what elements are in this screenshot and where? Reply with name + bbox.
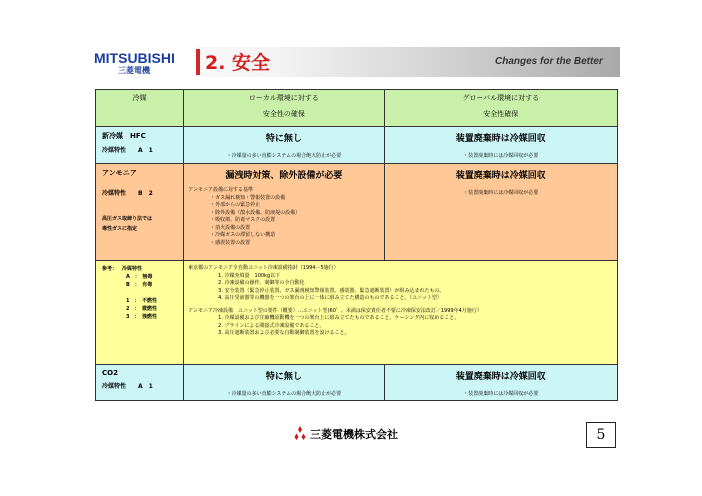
table-row-ammonia <box>96 164 618 261</box>
reference-label: 参考： <box>102 266 118 272</box>
col-local: ローカル環境に対する 安全性の確保 <box>184 90 384 127</box>
list-item: ・消火設備の設置 <box>210 224 251 231</box>
reference-title: 冷媒特性 <box>122 266 143 272</box>
hfc-local-cell <box>184 127 384 164</box>
list-item: ・除外設備（散水設備、防液堤の設備） <box>210 209 301 216</box>
list-item: 4. 高圧受液器等の機器を一つの架台の上に一体に組み立てた構造のものであること。（ユニット型） <box>218 295 442 301</box>
legend-b: B ： 有毒 <box>126 282 153 288</box>
reference-detail-cell <box>184 261 618 365</box>
hfc-local-main: 特に無し <box>265 134 302 144</box>
hfc-global-cell <box>384 127 617 164</box>
list-item: ・ガス漏れ検知・警報装置の設備 <box>210 194 286 201</box>
title-accent-bar <box>196 49 200 75</box>
legend-2: 2 ： 微燃性 <box>126 306 157 312</box>
ammonia-local-cell <box>184 164 384 261</box>
ammonia-law-1: 高圧ガス取締り法では <box>102 216 153 222</box>
table-row-co2 <box>96 365 618 401</box>
page-number: 5 <box>586 422 616 448</box>
ammonia-local-list <box>210 195 383 248</box>
hfc-property: 冷媒特性 A 1 <box>102 147 153 154</box>
list-item: ・冷媒ガスの滞留しない構造 <box>210 232 276 238</box>
list-item: 2. 冷凍設備の操作、制御等の全自動化 <box>218 280 305 286</box>
ammonia-name: アンモニア <box>102 169 137 177</box>
mitsubishi-logo <box>88 47 196 77</box>
safety-table <box>95 89 618 401</box>
co2-global-cell <box>384 365 617 401</box>
list-item: 3. 高圧遮断装置および必要な自動制御装置を設けること。 <box>218 330 350 336</box>
hfc-global-note: ・装置廃棄時には冷媒回収が必要 <box>463 153 539 159</box>
ammonia-global-note: ・装置廃棄時には冷媒回収が必要 <box>463 190 539 196</box>
reference-legend <box>96 261 183 321</box>
ammonia-global-cell <box>384 164 617 261</box>
guide-list <box>188 273 617 303</box>
legend-3: 3 ： 強燃性 <box>126 314 157 320</box>
legend-a: A ： 無毒 <box>126 274 153 280</box>
ammonia-property: 冷媒特性 B 2 <box>102 190 153 197</box>
list-item: 1. 冷媒充填量 100kg以下 <box>218 272 281 279</box>
ammonia-global-main: 装置廃棄時は冷媒回収 <box>455 171 546 181</box>
ammonia-name-cell <box>96 164 184 261</box>
guide-title: 東京都のアンモニア全自動ユニット冷凍設備指針（1994－5施行） <box>188 265 339 271</box>
brand-en: MITSUBISHI <box>94 50 175 66</box>
co2-global-main: 装置廃棄時は冷媒回収 <box>455 372 546 382</box>
table-row-reference <box>96 261 618 365</box>
hfc-local-note: ・冷媒量の多い直膨システムの場合飽大防止が必要 <box>226 153 342 159</box>
co2-name: CO2 <box>102 369 118 377</box>
list-item: ・外部からの緊急停止 <box>210 202 261 208</box>
co2-name-cell <box>96 365 184 401</box>
co2-local-cell <box>184 365 384 401</box>
table-row-hfc <box>96 127 618 164</box>
co2-global-note: ・装置廃棄時には冷媒回収が必要 <box>463 391 539 397</box>
list-item: ・感震装置の設置 <box>210 239 251 246</box>
col-global: グローバル環境に対する 安全性確保 <box>384 90 617 127</box>
reference-detail <box>184 261 617 338</box>
table-header-row <box>96 90 618 127</box>
co2-local-note: ・冷媒量の多い直膨システムの場合飽大防止が必要 <box>226 391 342 397</box>
page-title: 2. 安全 <box>205 52 271 74</box>
hfc-name-cell <box>96 127 184 164</box>
hfc-global-main: 装置廃棄時は冷媒回収 <box>455 134 546 144</box>
list-item: 3. 安全装置（緊急停止装置、ガス漏洩検知警報装置、感震器、緊急遮断装置）が組み込まれたもの。 <box>218 287 445 294</box>
hfc-name: 新冷媒 HFC <box>102 132 146 140</box>
tagline: Changes for the Better <box>495 56 603 67</box>
unit-list <box>188 315 617 338</box>
unit-title: アンモニア冷凍設備 ユニット型の要件（概要）…ユニット型(60゜、未満は保安責任者不要に冷凍保安法改訂／1999年4月施行） <box>188 307 482 314</box>
reference-legend-cell <box>96 261 184 365</box>
col-refrigerant: 冷媒 <box>96 90 184 127</box>
legend-1: 1 ： 不燃性 <box>126 298 157 304</box>
co2-local-main: 特に無し <box>265 372 302 382</box>
list-item: ・吸収剤、防毒マスクの設置 <box>210 217 276 223</box>
co2-property: 冷媒特性 A 1 <box>102 383 153 390</box>
list-item: 1. 冷媒設備および圧縮機原動機を一つの架台上に組み立てたものであること。ケーシング内に収めること。 <box>218 315 460 321</box>
ammonia-local-head: アンモニア設備に対する基準 <box>188 187 253 193</box>
company-name: 三菱電機株式会社 <box>310 428 398 441</box>
brand-jp: 三菱電機 <box>118 66 150 75</box>
ammonia-law-2: 毒性ガスに指定 <box>102 226 138 232</box>
list-item: 2. ブラインによる間接式冷凍設備であること。 <box>218 322 325 329</box>
three-diamonds-icon <box>292 426 308 440</box>
ammonia-local-main: 漏洩時対策、除外設備が必要 <box>225 171 343 181</box>
